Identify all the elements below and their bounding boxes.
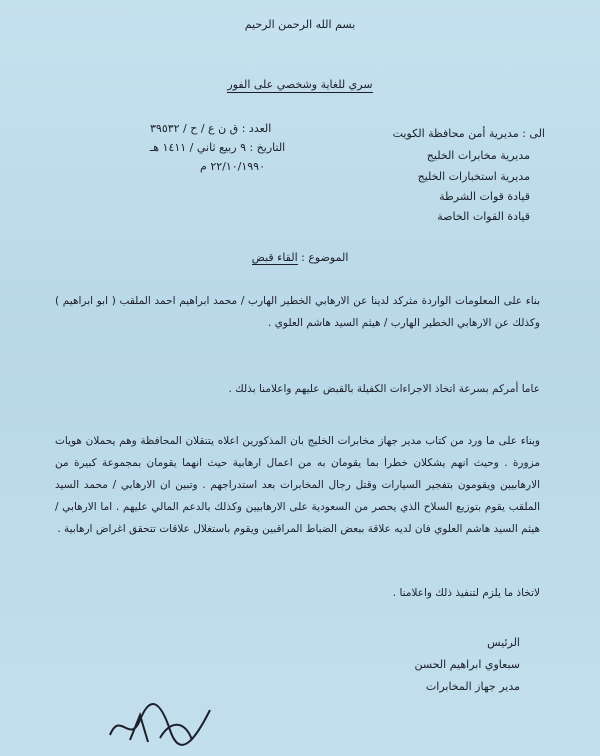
date-gregorian: ٢٢/١٠/١٩٩٠ م	[200, 160, 265, 173]
addressee-line: قيادة القوات الخاصة	[437, 210, 530, 223]
subject-line	[0, 251, 600, 264]
body-paragraph: لاتخاذ ما يلزم لتنفيذ ذلك واعلامنا .	[392, 587, 540, 599]
handwritten-signature	[100, 690, 230, 750]
classification-text: سري للغاية وشخصي على الفور	[227, 78, 373, 91]
body-paragraph: بناء على المعلومات الواردة مثركد لدينا عن الارهابي الخطير الهارب / محمد ابراهيم احمد الملقب ( ابو ابراهيم ) وكذلك عن الارهابي الخطير الهارب / هيثم السيد هاشم العلوي .	[55, 295, 540, 329]
reference-number: العدد : ق ن ع / ح / ٣٩٥٣٢	[150, 122, 272, 135]
addressee-line: مديرية مخابرات الخليج	[426, 149, 530, 162]
basmala: بسم الله الرحمن الرحيم	[244, 18, 356, 31]
addressee-line: الى : مديرية أمن محافظة الكويت	[392, 127, 545, 140]
signatory-name: سبعاوي ابراهيم الحسن	[414, 658, 520, 671]
subject-value: القاء قبض	[251, 251, 298, 264]
body-paragraph: عاما أمركم بسرعة اتخاذ الاجراءات الكفيلة بالقبض عليهم واعلامنا بذلك .	[228, 383, 540, 395]
classification-heading	[0, 78, 600, 91]
signature-block	[415, 632, 521, 698]
addressee-line: قيادة قوات الشرطة	[439, 190, 530, 203]
date-hijri: التاريخ : ٩ ربيع ثاني / ١٤١١ هـ	[150, 141, 286, 154]
subject-label: الموضوع :	[301, 251, 349, 264]
addressee-line: مديرية استخبارات الخليج	[417, 170, 530, 183]
body-paragraph: وبناء على ما ورد من كتاب مدير جهاز مخابرات الخليج بان المذكورين اعلاه يتنقلان المحافظة وهم يحملان هويات مزورة . وحيث انهم يشكلان خطرا بما يقومان به من اعمال ارهابية حيث انهما يقومان بمجموعة كبيرة من الارهابيين ويقومون بتفجير السيارات وقتل رجال المخابرات بعد استدراجهم . وتبين ان الارهابي / محمد السيد الملقب يقوم بتوزيع السلاح الذي يحصر من السعودية على الارهابيين وكذلك بالدعم المالي عليهم . اما الارهابي / هيثم السيد هاشم العلوي فان لديه علاقة ببعض الضباط المراقبين ويقوم باستغلال علاقات تتحقق اغراض ارهابية .	[55, 435, 540, 535]
signatory-title: الرئيس	[487, 636, 520, 649]
signatory-position: مدير جهاز المخابرات	[425, 680, 520, 693]
